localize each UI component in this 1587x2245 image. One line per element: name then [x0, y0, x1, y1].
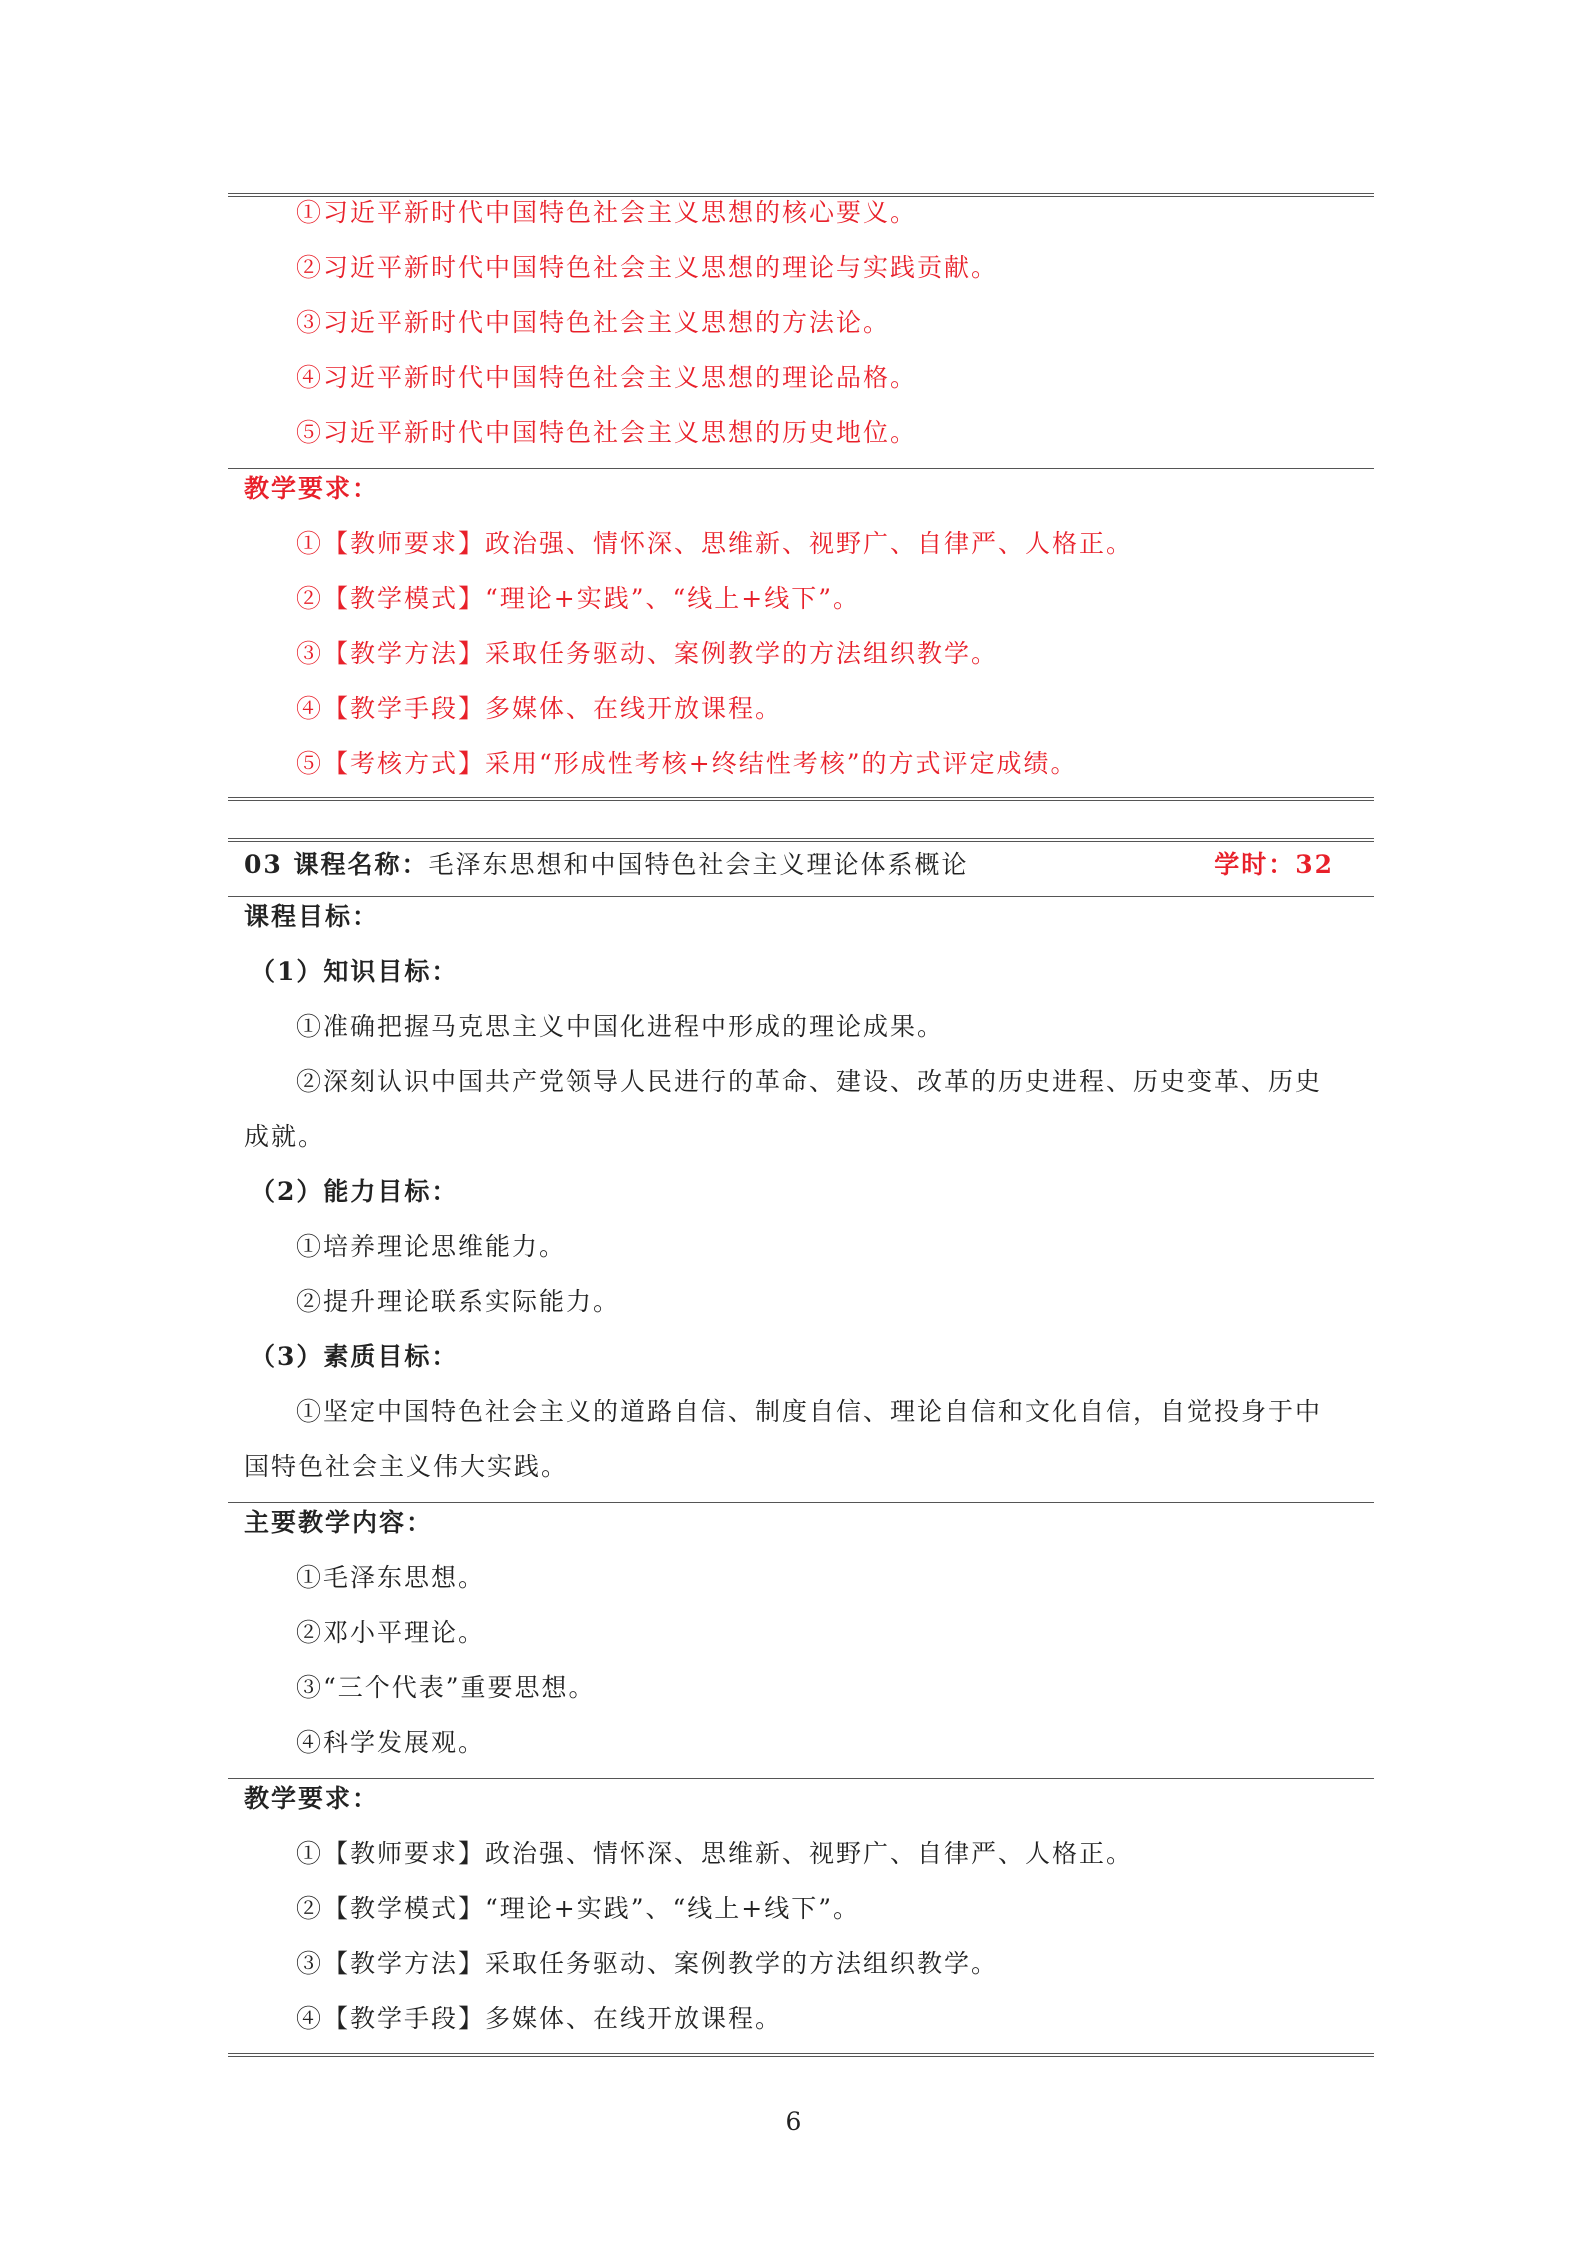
- table-bottom-border: [228, 797, 1374, 801]
- content-item: ⑤习近平新时代中国特色社会主义思想的历史地位。: [296, 418, 918, 447]
- table-bottom-border: [228, 2053, 1374, 2057]
- requirements-heading: 教学要求：: [244, 1784, 380, 1813]
- quality-item: ①坚定中国特色社会主义的道路自信、制度自信、理论自信和文化自信，自觉投身于中: [296, 1397, 1323, 1426]
- course-title-row: [244, 848, 1334, 882]
- requirement-item: ②【教学模式】“理论+实践”、“线上+线下”。: [296, 1894, 861, 1923]
- content-item: ②习近平新时代中国特色社会主义思想的理论与实践贡献。: [296, 253, 999, 282]
- course-hours: 学时：32: [1214, 850, 1334, 879]
- content-item: ④科学发展观。: [296, 1728, 486, 1757]
- requirement-item: ④【教学手段】多媒体、在线开放课程。: [296, 2004, 783, 2033]
- requirement-item: ③【教学方法】采取任务驱动、案例教学的方法组织教学。: [296, 1949, 999, 1978]
- requirement-item: ③【教学方法】采取任务驱动、案例教学的方法组织教学。: [296, 639, 999, 668]
- section-divider: [228, 468, 1374, 469]
- section-divider: [228, 896, 1374, 897]
- content-item: ①习近平新时代中国特色社会主义思想的核心要义。: [296, 198, 918, 227]
- requirements-heading: 教学要求：: [244, 474, 380, 503]
- ability-item: ①培养理论思维能力。: [296, 1232, 567, 1261]
- ability-item: ②提升理论联系实际能力。: [296, 1287, 621, 1316]
- knowledge-item-cont: 成就。: [244, 1122, 326, 1151]
- goal-heading: 课程目标：: [244, 902, 380, 931]
- quality-item-cont: 国特色社会主义伟大实践。: [244, 1452, 569, 1481]
- requirement-item: ④【教学手段】多媒体、在线开放课程。: [296, 694, 783, 723]
- content-item: ③习近平新时代中国特色社会主义思想的方法论。: [296, 308, 891, 337]
- section-divider: [228, 1502, 1374, 1503]
- requirement-item: ①【教师要求】政治强、情怀深、思维新、视野广、自律严、人格正。: [296, 1839, 1134, 1868]
- section-divider: [228, 1778, 1374, 1779]
- ability-heading: （2）能力目标：: [250, 1177, 459, 1206]
- requirement-item: ①【教师要求】政治强、情怀深、思维新、视野广、自律严、人格正。: [296, 529, 1134, 558]
- content-item: ③“三个代表”重要思想。: [296, 1673, 596, 1702]
- quality-heading: （3）素质目标：: [250, 1342, 459, 1371]
- content-item: ②邓小平理论。: [296, 1618, 486, 1647]
- content-item: ①毛泽东思想。: [296, 1563, 486, 1592]
- content-item: ④习近平新时代中国特色社会主义思想的理论品格。: [296, 363, 918, 392]
- page-number: 6: [785, 2107, 802, 2136]
- table-top-border: [228, 838, 1374, 842]
- knowledge-heading: （1）知识目标：: [250, 957, 459, 986]
- knowledge-item: ①准确把握马克思主义中国化进程中形成的理论成果。: [296, 1012, 945, 1041]
- course-name-label: 03 课程名称：: [244, 850, 429, 879]
- knowledge-item: ②深刻认识中国共产党领导人民进行的革命、建设、改革的历史进程、历史变革、历史: [296, 1067, 1323, 1096]
- requirement-item: ②【教学模式】“理论+实践”、“线上+线下”。: [296, 584, 861, 613]
- content-heading: 主要教学内容：: [244, 1508, 434, 1537]
- course-name: 毛泽东思想和中国特色社会主义理论体系概论: [428, 850, 969, 879]
- requirement-item: ⑤【考核方式】采用“形成性考核+终结性考核”的方式评定成绩。: [296, 749, 1078, 778]
